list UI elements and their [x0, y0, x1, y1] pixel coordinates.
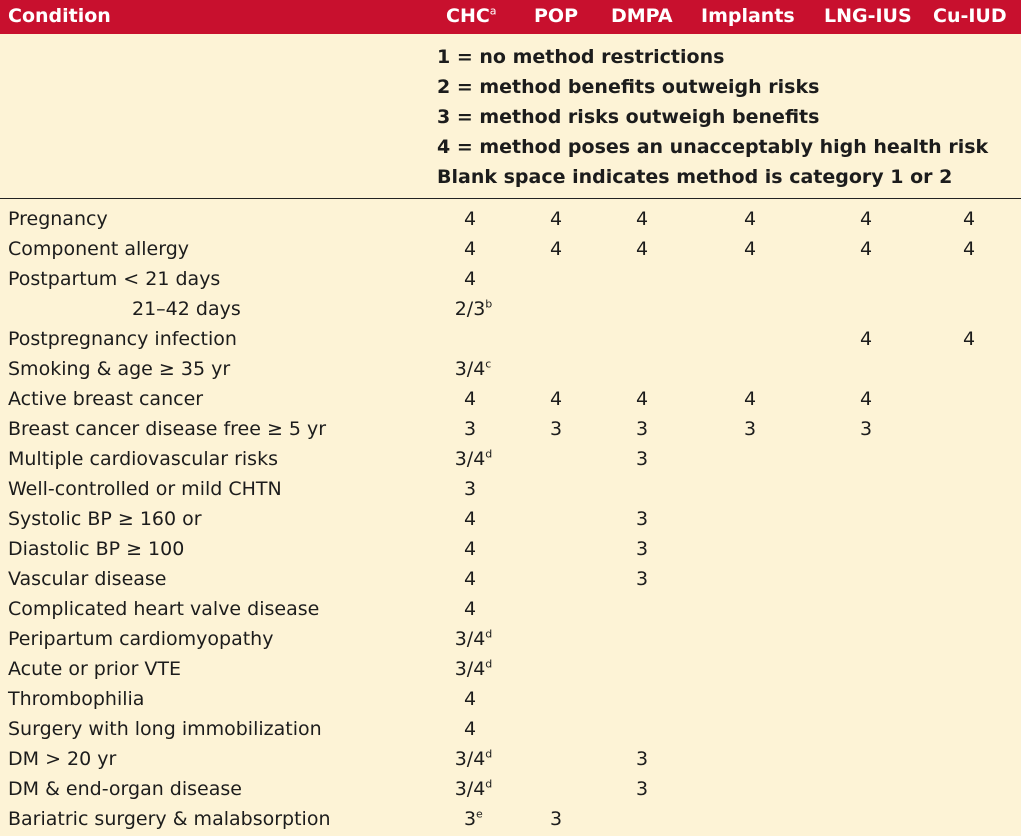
cell-dmpa — [636, 538, 648, 560]
cell-value: 3 — [463, 418, 477, 440]
cell-value: 3 — [635, 508, 649, 530]
cell-value: 3 — [635, 748, 649, 770]
table-row — [0, 416, 1021, 446]
legend-line: Blank space indicates method is category 1 or 2 — [437, 166, 953, 188]
table-row — [0, 356, 1021, 386]
cell-chc — [455, 448, 493, 470]
cell-value: 3 — [635, 448, 649, 470]
cell-chc — [455, 358, 492, 380]
cell-chc — [464, 538, 476, 560]
table-row — [0, 266, 1021, 296]
cell-chc — [464, 808, 483, 830]
table-row — [0, 626, 1021, 656]
cell-value: 3/4 — [454, 748, 486, 770]
header-chc-label: CHC — [446, 5, 490, 27]
row-condition: Component allergy — [8, 238, 190, 260]
cell-value: 3 — [635, 568, 649, 590]
cell-footnote: c — [485, 357, 492, 371]
table-header — [0, 0, 1021, 34]
cell-chc — [464, 688, 476, 710]
cell-chc — [455, 298, 493, 320]
cell-lng-ius — [860, 208, 872, 230]
cell-chc — [464, 598, 476, 620]
cell-footnote: b — [485, 297, 493, 311]
cell-lng-ius — [860, 328, 872, 350]
cell-value: 4 — [549, 238, 563, 260]
table-row — [0, 566, 1021, 596]
row-condition: Systolic BP ≥ 160 or — [8, 508, 202, 530]
table-row — [0, 806, 1021, 836]
cell-value: 4 — [463, 388, 477, 410]
cell-implants — [744, 388, 756, 410]
cell-value: 4 — [635, 238, 649, 260]
cell-value: 4 — [463, 238, 477, 260]
table-row — [0, 776, 1021, 806]
cell-value: 2/3 — [454, 298, 486, 320]
cell-chc — [464, 388, 476, 410]
cell-value: 4 — [463, 208, 477, 230]
cell-value: 4 — [463, 538, 477, 560]
header-lng-ius: LNG-IUS — [824, 5, 912, 27]
cell-value: 4 — [743, 388, 757, 410]
legend-line: 4 = method poses an unacceptably high health risk — [437, 136, 989, 158]
cell-value: 3 — [635, 418, 649, 440]
cell-value: 4 — [743, 238, 757, 260]
table-row — [0, 296, 1021, 326]
cell-chc — [464, 508, 476, 530]
cell-dmpa — [636, 388, 648, 410]
row-condition: DM & end-organ disease — [8, 778, 242, 800]
table-row — [0, 446, 1021, 476]
header-divider — [0, 198, 1021, 199]
cell-cu-iud — [963, 238, 975, 260]
cell-value: 4 — [463, 568, 477, 590]
cell-value: 4 — [463, 718, 477, 740]
table-row — [0, 536, 1021, 566]
row-condition: Breast cancer disease free ≥ 5 yr — [8, 418, 327, 440]
cell-lng-ius — [860, 238, 872, 260]
row-condition: Thrombophilia — [8, 688, 145, 710]
cell-dmpa — [636, 208, 648, 230]
cell-footnote: d — [485, 627, 493, 641]
cell-dmpa — [636, 238, 648, 260]
header-chc-footnote: a — [489, 4, 497, 18]
cell-chc — [464, 208, 476, 230]
cell-value: 3 — [549, 418, 563, 440]
row-condition: Peripartum cardiomyopathy — [8, 628, 274, 650]
row-condition: Acute or prior VTE — [8, 658, 182, 680]
cell-value: 3/4 — [454, 778, 486, 800]
cell-value: 4 — [463, 508, 477, 530]
cell-value: 3/4 — [454, 658, 486, 680]
cell-chc — [464, 478, 476, 500]
table-row — [0, 506, 1021, 536]
row-condition: Vascular disease — [8, 568, 167, 590]
cell-value: 4 — [859, 238, 873, 260]
cell-pop — [550, 388, 562, 410]
cell-footnote: d — [485, 747, 493, 761]
cell-footnote: d — [485, 447, 493, 461]
category-legend — [437, 42, 988, 192]
row-condition: Surgery with long immobilization — [8, 718, 322, 740]
cell-value: 3/4 — [454, 358, 486, 380]
header-chc — [446, 5, 497, 27]
cell-value: 4 — [962, 238, 976, 260]
cell-chc — [455, 748, 493, 770]
cell-cu-iud — [963, 328, 975, 350]
row-condition: Multiple cardiovascular risks — [8, 448, 278, 470]
header-condition: Condition — [8, 5, 111, 27]
cell-value: 4 — [859, 208, 873, 230]
cell-chc — [464, 268, 476, 290]
row-condition: DM > 20 yr — [8, 748, 117, 770]
header-cu-iud: Cu-IUD — [933, 5, 1007, 27]
cell-chc — [455, 628, 493, 650]
cell-footnote: d — [485, 777, 493, 791]
header-dmpa: DMPA — [611, 5, 673, 27]
table-row — [0, 746, 1021, 776]
cell-chc — [464, 568, 476, 590]
cell-pop — [550, 418, 562, 440]
cell-value: 3 — [549, 808, 563, 830]
table-row — [0, 386, 1021, 416]
cell-value: 4 — [549, 208, 563, 230]
cell-chc — [464, 238, 476, 260]
cell-value: 4 — [859, 328, 873, 350]
row-condition: Smoking & age ≥ 35 yr — [8, 358, 231, 380]
table-row — [0, 326, 1021, 356]
cell-footnote: d — [485, 657, 493, 671]
cell-cu-iud — [963, 208, 975, 230]
cell-value: 4 — [635, 208, 649, 230]
cell-value: 3 — [463, 478, 477, 500]
cell-value: 4 — [962, 328, 976, 350]
cell-footnote: e — [476, 807, 483, 821]
row-condition: Well-controlled or mild CHTN — [8, 478, 282, 500]
table-row — [0, 596, 1021, 626]
row-condition: Bariatric surgery & malabsorption — [8, 808, 331, 830]
cell-dmpa — [636, 778, 648, 800]
cell-pop — [550, 808, 562, 830]
cell-value: 3 — [859, 418, 873, 440]
cell-pop — [550, 238, 562, 260]
cell-implants — [744, 418, 756, 440]
table-body — [0, 206, 1021, 836]
table-row — [0, 476, 1021, 506]
cell-value: 4 — [463, 598, 477, 620]
cell-implants — [744, 238, 756, 260]
cell-pop — [550, 208, 562, 230]
cell-dmpa — [636, 418, 648, 440]
cell-value: 3 — [463, 808, 477, 830]
cell-value: 4 — [463, 268, 477, 290]
row-condition: Postpartum < 21 days — [8, 268, 221, 290]
legend-line: 1 = no method restrictions — [437, 46, 725, 68]
cell-value: 3/4 — [454, 628, 486, 650]
cell-value: 4 — [549, 388, 563, 410]
row-condition: Diastolic BP ≥ 100 — [8, 538, 185, 560]
row-condition: Pregnancy — [8, 208, 108, 230]
cell-implants — [744, 208, 756, 230]
cell-value: 3 — [743, 418, 757, 440]
cell-dmpa — [636, 568, 648, 590]
table-row — [0, 656, 1021, 686]
cell-lng-ius — [860, 388, 872, 410]
cell-chc — [464, 718, 476, 740]
cell-chc — [455, 658, 493, 680]
row-condition: Active breast cancer — [8, 388, 204, 410]
cell-chc — [464, 418, 476, 440]
legend-line: 3 = method risks outweigh benefits — [437, 106, 820, 128]
cell-value: 4 — [463, 688, 477, 710]
cell-dmpa — [636, 748, 648, 770]
cell-value: 4 — [743, 208, 757, 230]
row-condition: Postpregnancy infection — [8, 328, 237, 350]
row-condition: Complicated heart valve disease — [8, 598, 320, 620]
cell-lng-ius — [860, 418, 872, 440]
table-row — [0, 206, 1021, 236]
cell-value: 4 — [635, 388, 649, 410]
cell-value: 3 — [635, 778, 649, 800]
cell-value: 4 — [859, 388, 873, 410]
cell-dmpa — [636, 508, 648, 530]
header-pop: POP — [534, 5, 579, 27]
cell-value: 3 — [635, 538, 649, 560]
cell-value: 3/4 — [454, 448, 486, 470]
cell-dmpa — [636, 448, 648, 470]
table-row — [0, 686, 1021, 716]
header-implants: Implants — [701, 5, 795, 27]
table-row — [0, 716, 1021, 746]
table-row — [0, 236, 1021, 266]
cell-chc — [455, 778, 493, 800]
cell-value: 4 — [962, 208, 976, 230]
row-condition: 21–42 days — [132, 298, 241, 320]
legend-line: 2 = method benefits outweigh risks — [437, 76, 820, 98]
